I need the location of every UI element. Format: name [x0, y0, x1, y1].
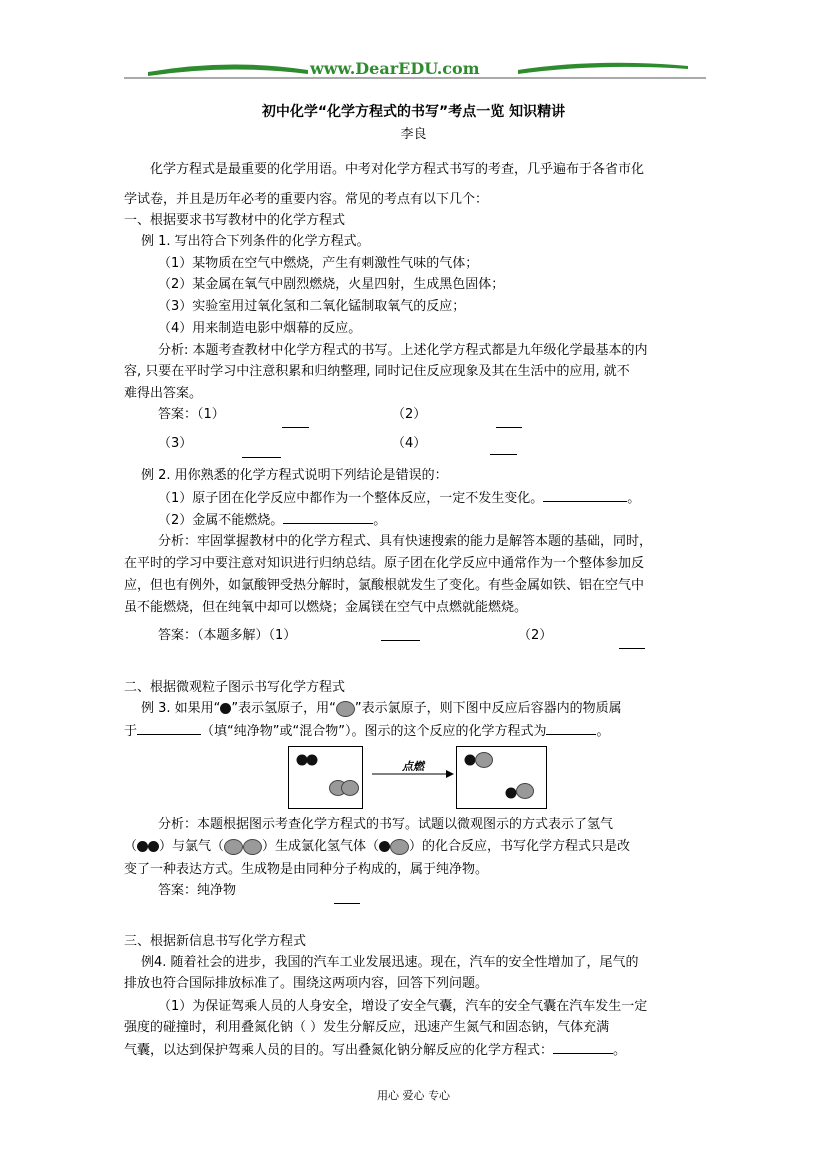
text: （填“纯净物”或“混合物”）。图示的这个反应的化学方程式为	[201, 724, 547, 739]
example-line: 排放也符合国际排放标准了。围绕这两项内容，回答下列问题。	[124, 976, 489, 991]
list-item: （2）某金属在氧气中剧烈燃烧，火星四射，生成黑色固体；	[158, 277, 505, 292]
author: 李良	[400, 127, 427, 142]
intro-line: 化学方程式是最重要的化学用语。中考对化学方程式书写的考查，几乎遍布于各省市化	[150, 162, 645, 177]
hydrogen-atom	[297, 755, 308, 766]
chlorine-atom	[517, 784, 534, 799]
site-logo: www.DearEDU.com	[310, 59, 480, 78]
chlorine-atom-icon	[243, 839, 262, 855]
text: 。	[596, 724, 610, 739]
page-footer: 用心 爱心 专心	[377, 1089, 450, 1102]
analysis-line: 分析: 本题考查教材中化学方程式的书写。上述化学方程式都是九年级化学最基本的内	[158, 343, 648, 358]
answer-blank[interactable]	[282, 427, 309, 428]
text: ）与氯气（	[159, 839, 225, 854]
chlorine-atom-icon	[224, 839, 243, 855]
example-line	[124, 1041, 626, 1061]
chlorine-atom-icon	[336, 701, 355, 717]
chlorine-atom	[476, 753, 493, 768]
list-item	[158, 489, 640, 509]
hydrogen-atom	[506, 788, 517, 799]
hydrogen-atom-icon	[137, 841, 148, 852]
section-heading: 二、根据微观粒子图示书写化学方程式	[124, 680, 346, 695]
answer-blank[interactable]	[381, 640, 420, 641]
example-title: 例 2. 用你熟悉的化学方程式说明下列结论是错误的：	[141, 468, 448, 483]
text: ）的化合反应，书写化学方程式只是改	[409, 839, 631, 854]
page-title: 初中化学“化学方程式的书写”考点一览 知识精讲	[261, 104, 566, 120]
answer-label: （2）	[518, 628, 553, 643]
example-line: 例4. 随着社会的进步，我国的汽车工业发展迅速。现在，汽车的安全性增加了，尾气的	[141, 955, 639, 970]
hydrogen-atom-icon	[220, 703, 231, 714]
answer-blank[interactable]	[543, 489, 627, 502]
text: ”表示氢原子，用“	[231, 701, 336, 716]
text: 例 3. 如果用“	[141, 701, 221, 716]
period: 。	[613, 1043, 627, 1058]
text: 于	[124, 724, 138, 739]
answer-label: 答案：（1）	[158, 407, 225, 422]
chlorine-atom-icon	[390, 839, 409, 855]
list-item: （1）某物质在空气中燃烧，产生有刺激性气味的气体；	[158, 256, 479, 271]
list-item	[158, 511, 386, 531]
item-text: （2）金属不能燃烧。	[158, 513, 284, 528]
text: ”表示氯原子，则下图中反应后容器内的物质属	[354, 701, 622, 716]
answer-label: （2）	[392, 407, 427, 422]
chlorine-atom	[342, 781, 359, 796]
analysis-line: 难得出答案。	[124, 386, 203, 401]
analysis-line: 容, 只要在平时学习中注意积累和归纳整理, 同时记住反应现象及其在生活中的应用, 就不	[124, 364, 630, 379]
example-title: 例 1. 写出符合下列条件的化学方程式。	[141, 234, 370, 249]
example-line	[124, 722, 609, 742]
hydrogen-atom-icon	[148, 841, 159, 852]
arrow-label: 点燃	[402, 760, 424, 773]
answer-label: （4）	[392, 436, 427, 451]
period: 。	[373, 513, 387, 528]
text: ）生成氯化氢气体（	[262, 839, 380, 854]
reaction-svg	[288, 746, 548, 812]
answer-label: （3）	[158, 436, 193, 451]
analysis-line	[124, 837, 630, 857]
example-line: （1）为保证驾乘人员的人身安全，增设了安全气囊，汽车的安全气囊在汽车发生一定	[158, 999, 648, 1014]
answer-blank[interactable]	[496, 427, 522, 428]
analysis-line: 应，但也有例外，如氯酸钾受热分解时，氯酸根就发生了变化。有些金属如铁、铝在空气中	[124, 578, 645, 593]
answer-label: 答案：（本题多解）（1）	[158, 628, 297, 643]
list-item: （4）用来制造电影中烟幕的反应。	[158, 321, 362, 336]
answer-blank[interactable]	[137, 722, 201, 735]
analysis-line: 虽不能燃烧，但在纯氧中却可以燃烧；金属镁在空气中点燃就能燃烧。	[124, 600, 528, 615]
answer-blank[interactable]	[546, 722, 596, 735]
intro-line: 学试卷，并且是历年必考的重要内容。常见的考点有以下几个：	[124, 192, 489, 207]
answer-blank[interactable]	[619, 648, 645, 649]
answer-blank[interactable]	[242, 457, 281, 458]
list-item: （3）实验室用过氧化氢和二氧化锰制取氧气的反应；	[158, 299, 466, 314]
answer-blank[interactable]	[553, 1041, 613, 1054]
example-line: 强度的碰撞时，利用叠氮化钠（ ）发生分解反应，迅速产生氮气和固态钠，气体充满	[124, 1020, 610, 1035]
answer-blank[interactable]	[490, 454, 517, 455]
section-heading: 三、根据新信息书写化学方程式	[124, 934, 307, 949]
item-text: （1）原子团在化学反应中都作为一个整体反应，一定不发生变化。	[158, 491, 544, 506]
arrow-head-icon	[446, 770, 454, 778]
hydrogen-atom	[465, 755, 476, 766]
period: 。	[627, 491, 641, 506]
answer-text: 答案：纯净物	[158, 883, 237, 898]
answer-blank[interactable]	[334, 903, 360, 904]
hydrogen-atom	[307, 755, 318, 766]
text: （	[124, 839, 138, 854]
example-title	[141, 699, 622, 719]
answer-blank[interactable]	[283, 511, 373, 524]
section-heading: 一、根据要求书写教材中的化学方程式	[124, 213, 346, 228]
analysis-line: 在平时的学习中要注意对知识进行归纳总结。原子团在化学反应中通常作为一个整体参加反	[124, 556, 645, 571]
analysis-line: 分析：牢固掌握教材中的化学方程式、具有快速搜索的能力是解答本题的基础，同时，	[158, 534, 653, 549]
analysis-line: 分析：本题根据图示考查化学方程式的书写。试题以微观图示的方式表示了氢气	[158, 817, 614, 832]
analysis-line: 变了一种表达方式。生成物是由同种分子构成的，属于纯净物。	[124, 862, 489, 877]
hydrogen-atom-icon	[379, 841, 390, 852]
text: 气囊，以达到保护驾乘人员的目的。写出叠氮化钠分解反应的化学方程式：	[124, 1043, 554, 1058]
